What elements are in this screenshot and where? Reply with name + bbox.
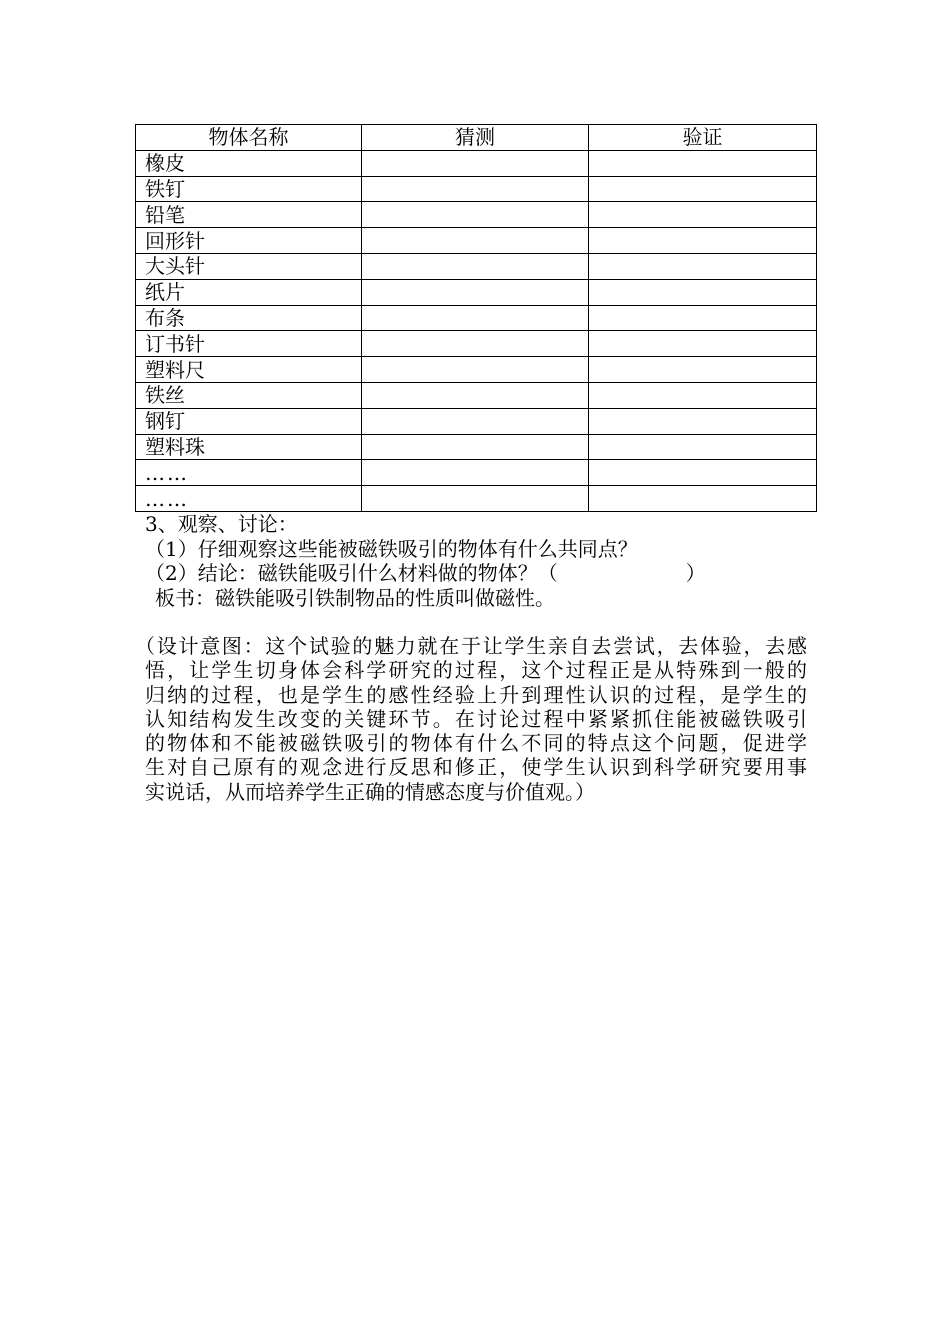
table-row — [136, 228, 817, 254]
object-name-cell: 橡皮 — [136, 150, 362, 176]
verify-cell — [589, 460, 817, 486]
design-intent-paragraph — [135, 634, 807, 804]
table-row — [136, 253, 817, 279]
verify-cell — [589, 331, 817, 357]
table-row — [136, 150, 817, 176]
table-row — [136, 382, 817, 408]
verify-cell — [589, 357, 817, 383]
guess-cell — [362, 279, 589, 305]
object-name-cell: 钢钉 — [136, 408, 362, 434]
verify-cell — [589, 305, 817, 331]
observation-table — [135, 124, 817, 512]
verify-cell — [589, 486, 817, 512]
verify-cell — [589, 176, 817, 202]
verify-cell — [589, 279, 817, 305]
table-row — [136, 305, 817, 331]
design-intent-line: 实说话，从而培养学生正确的情感态度与价值观。） — [145, 779, 595, 804]
object-name-cell: 铁钉 — [136, 176, 362, 202]
table-header-row — [136, 125, 817, 151]
guess-cell — [362, 228, 589, 254]
guess-cell — [362, 150, 589, 176]
verify-cell — [589, 253, 817, 279]
object-name-cell: 布条 — [136, 305, 362, 331]
verify-cell — [589, 202, 817, 228]
guess-cell — [362, 331, 589, 357]
section-heading: 3、观察、讨论： — [145, 512, 298, 536]
design-intent-line: 的物体和不能被磁铁吸引的物体有什么不同的特点这个问题，促进学 — [145, 731, 807, 756]
design-intent-line: （设计意图：这个试验的魅力就在于让学生亲自去尝试，去体验，去感 — [135, 634, 807, 658]
question-two-prefix: （2）结论：磁铁能吸引什么材料做的物体？（ — [145, 561, 558, 585]
design-intent-line: 悟，让学生切身体会科学研究的过程，这个过程正是从特殊到一般的 — [145, 658, 807, 683]
verify-cell — [589, 382, 817, 408]
header-verify: 验证 — [589, 125, 817, 151]
guess-cell — [362, 408, 589, 434]
guess-cell — [362, 382, 589, 408]
verify-cell — [589, 150, 817, 176]
object-name-cell: 塑料珠 — [136, 434, 362, 460]
blackboard-note: 板书：磁铁能吸引铁制物品的性质叫做磁性。 — [155, 586, 555, 610]
table-row — [136, 486, 817, 512]
guess-cell — [362, 202, 589, 228]
guess-cell — [362, 486, 589, 512]
object-name-cell: 纸片 — [136, 279, 362, 305]
object-name-cell: …… — [136, 460, 362, 486]
guess-cell — [362, 357, 589, 383]
verify-cell — [589, 408, 817, 434]
design-intent-line: 生对自己原有的观念进行反思和修正，使学生认识到科学研究要用事 — [145, 755, 807, 780]
table-row — [136, 460, 817, 486]
object-name-cell: …… — [136, 486, 362, 512]
verify-cell — [589, 434, 817, 460]
header-object-name: 物体名称 — [136, 125, 362, 151]
guess-cell — [362, 460, 589, 486]
verify-cell — [589, 228, 817, 254]
object-name-cell: 大头针 — [136, 253, 362, 279]
question-one: （1）仔细观察这些能被磁铁吸引的物体有什么共同点？ — [145, 537, 638, 561]
question-two-suffix: ） — [685, 561, 706, 585]
guess-cell — [362, 305, 589, 331]
object-name-cell: 回形针 — [136, 228, 362, 254]
guess-cell — [362, 176, 589, 202]
table-row — [136, 279, 817, 305]
table-row — [136, 331, 817, 357]
object-name-cell: 铁丝 — [136, 382, 362, 408]
guess-cell — [362, 434, 589, 460]
design-intent-line: 认知结构发生改变的关键环节。在讨论过程中紧紧抓住能被磁铁吸引 — [145, 706, 807, 731]
table-row — [136, 357, 817, 383]
table-row — [136, 176, 817, 202]
table-row — [136, 202, 817, 228]
guess-cell — [362, 253, 589, 279]
header-guess: 猜测 — [362, 125, 589, 151]
table-row — [136, 434, 817, 460]
object-name-cell: 订书针 — [136, 331, 362, 357]
object-name-cell: 塑料尺 — [136, 357, 362, 383]
table-row — [136, 408, 817, 434]
object-name-cell: 铅笔 — [136, 202, 362, 228]
question-two — [145, 561, 950, 585]
design-intent-line: 归纳的过程，也是学生的感性经验上升到理性认识的过程，是学生的 — [145, 682, 807, 707]
